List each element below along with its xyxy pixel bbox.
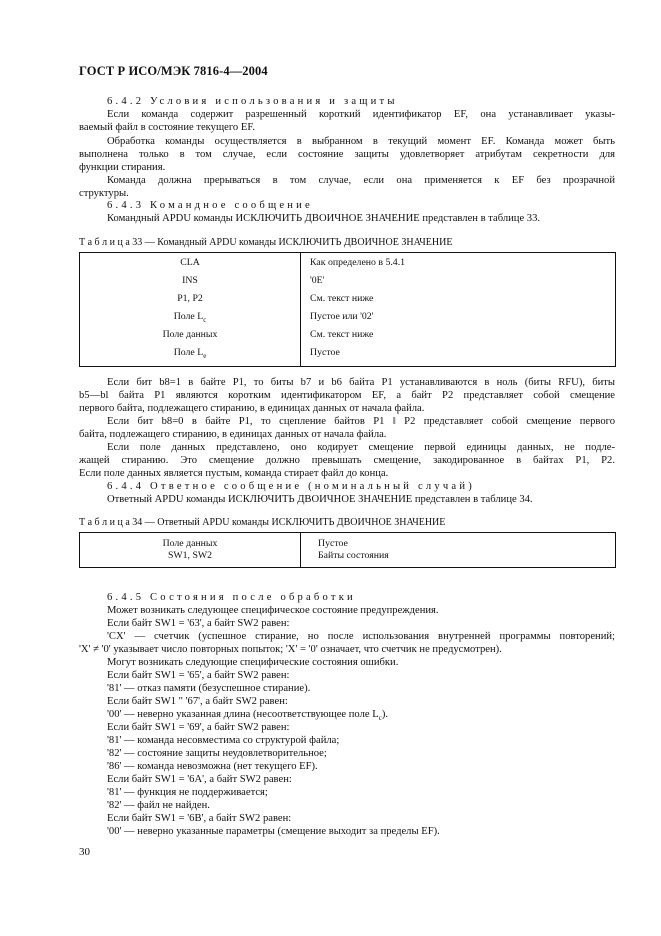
paragraph-line: Если байт SW1 = '69', а байт SW2 равен: xyxy=(107,722,290,733)
table-33-cell-value: Пустое xyxy=(310,347,340,358)
section-heading-6-4-2: 6.4.2 Условия использования и защиты xyxy=(107,96,398,107)
paragraph-line: функции стирания. xyxy=(79,162,166,173)
paragraph-line: Команда должна прерываться в том случае, если она применяется к EF без прозрачной xyxy=(107,175,615,186)
paragraph-line: Если поле данных представлено, оно кодирует смещение первой единицы данных, не подле- xyxy=(107,442,615,453)
table-34-divider xyxy=(300,532,301,568)
table-34-cell-value: Пустое xyxy=(318,538,348,549)
paragraph-line: '81' — команда несовместима со структурой файла; xyxy=(107,735,340,746)
section-heading-6-4-5: 6.4.5 Состояния после обработки xyxy=(107,592,356,603)
table-33-caption: Т а б л и ц а 33 — Командный APDU команды ИСКЛЮЧИТЬ ДВОИЧНОЕ ЗНАЧЕНИЕ xyxy=(79,237,453,248)
section-heading-6-4-4: 6.4.4 Ответное сообщение (номинальный случай) xyxy=(107,481,475,492)
table-34-cell-field: Поле данных xyxy=(162,538,218,549)
table-34-caption: Т а б л и ц а 34 — Ответный APDU команды ИСКЛЮЧИТЬ ДВОИЧНОЕ ЗНАЧЕНИЕ xyxy=(79,517,446,528)
page-number: 30 xyxy=(79,846,90,858)
paragraph-line: Ответный APDU команды ИСКЛЮЧИТЬ ДВОИЧНОЕ ЗНАЧЕНИЕ представлен в таблице 34. xyxy=(107,494,533,505)
document-header: ГОСТ Р ИСО/МЭК 7816-4—2004 xyxy=(79,64,268,78)
paragraph-line: выполнена только в том случае, если состояние защиты удовлетворяет атрибутам секретности для xyxy=(79,149,615,160)
paragraph-line: '81' — отказ памяти (безуспешное стирание). xyxy=(107,683,311,694)
paragraph-line: Если байт SW1 = '63', а байт SW2 равен: xyxy=(107,618,290,629)
table-33-cell-field: P1, P2 xyxy=(177,293,203,304)
paragraph-line: '82' — состояние защиты неудовлетворительное; xyxy=(107,748,327,759)
table-33-cell-value: Как определено в 5.4.1 xyxy=(310,257,406,268)
paragraph-line: структуры. xyxy=(79,188,129,199)
paragraph-line: '86' — команда невозможна (нет текущего EF). xyxy=(107,761,318,772)
table-33-cell-field: Поле $L_e$ xyxy=(173,347,207,360)
paragraph-line: Если байт SW1 " '67', а байт SW2 равен: xyxy=(107,696,288,707)
paragraph-line: '00' — неверно указанные параметры (смещение выходит за пределы EF). xyxy=(107,826,440,837)
paragraph-line: b5—bl байта P1 являются коротким идентификатором EF, а байт P2 представляет собой смещение xyxy=(79,390,615,401)
table-34-cell-value: Байты состояния xyxy=(318,550,389,561)
paragraph-line: Командный APDU команды ИСКЛЮЧИТЬ ДВОИЧНОЕ ЗНАЧЕНИЕ представлен в таблице 33. xyxy=(107,213,541,224)
paragraph-line: Если бит b8=0 в байте P1, то сцепление байтов P1 ‖ P2 представляет собой смещение первого xyxy=(107,416,615,427)
paragraph-line: первого байта, подлежащего стиранию, в единицах данных от начала файла. xyxy=(79,403,425,414)
paragraph-line: Могут возникать следующие специфические состояния ошибки. xyxy=(107,657,399,668)
table-33-cell-field: INS xyxy=(182,275,198,286)
paragraph-line: байта, подлежащего стиранию, в единицах данных от начала файла. xyxy=(79,429,387,440)
table-33-divider xyxy=(300,252,301,367)
paragraph-line: Если байт SW1 = '6A', а байт SW2 равен: xyxy=(107,774,292,785)
paragraph-line: ваемый файл в состояние текущего EF. xyxy=(79,122,256,133)
paragraph-line: Может возникать следующее специфическое состояние предупреждения. xyxy=(107,605,439,616)
table-33-cell-value: Пустое или '02' xyxy=(310,311,374,322)
table-33-cell-field: Поле данных xyxy=(162,329,218,340)
paragraph-line: 'CX' — счетчик (успешное стирание, но после использования внутренней программы повторений; xyxy=(107,631,615,642)
paragraph-line: Если байт SW1 = '65', а байт SW2 равен: xyxy=(107,670,290,681)
table-34-cell-field: SW1, SW2 xyxy=(167,550,213,561)
table-33-cell-field: Поле $L_c$ xyxy=(173,311,207,324)
paragraph-line: Если команда содержит разрешенный короткий идентификатор EF, она устанавливает указы- xyxy=(107,109,615,120)
section-heading-6-4-3: 6.4.3 Командное сообщение xyxy=(107,200,313,211)
paragraph-line: Если байт SW1 = '6B', а байт SW2 равен: xyxy=(107,813,292,824)
paragraph-line: '00' — неверно указанная длина (несоответствующее поле $L_c$). xyxy=(107,709,388,723)
paragraph-line: '82' — файл не найден. xyxy=(107,800,210,811)
paragraph-line: жащей стиранию. Это смещение должно превышать смещение, закодированное в байтах P1, P2. xyxy=(79,455,615,466)
paragraph-line: 'X' ≠ '0' указывает число повторных попыток; 'X' = '0' означает, что счетчик не предусмотрен). xyxy=(79,644,502,655)
paragraph-line: '81' — функция не поддерживается; xyxy=(107,787,268,798)
paragraph-line: Если поле данных является пустым, команда стирает файл до конца. xyxy=(79,468,389,479)
table-33-cell-value: См. текст ниже xyxy=(310,329,374,340)
table-33-cell-value: '0E' xyxy=(310,275,325,286)
table-33-cell-value: См. текст ниже xyxy=(310,293,374,304)
paragraph-line: Если бит b8=1 в байте P1, то биты b7 и b6 байта P1 устанавливаются в ноль (биты RFU), биты xyxy=(107,377,615,388)
table-33-cell-field: CLA xyxy=(180,257,200,268)
paragraph-line: Обработка команды осуществляется в выбранном в текущий момент EF. Команда может быть xyxy=(107,136,615,147)
